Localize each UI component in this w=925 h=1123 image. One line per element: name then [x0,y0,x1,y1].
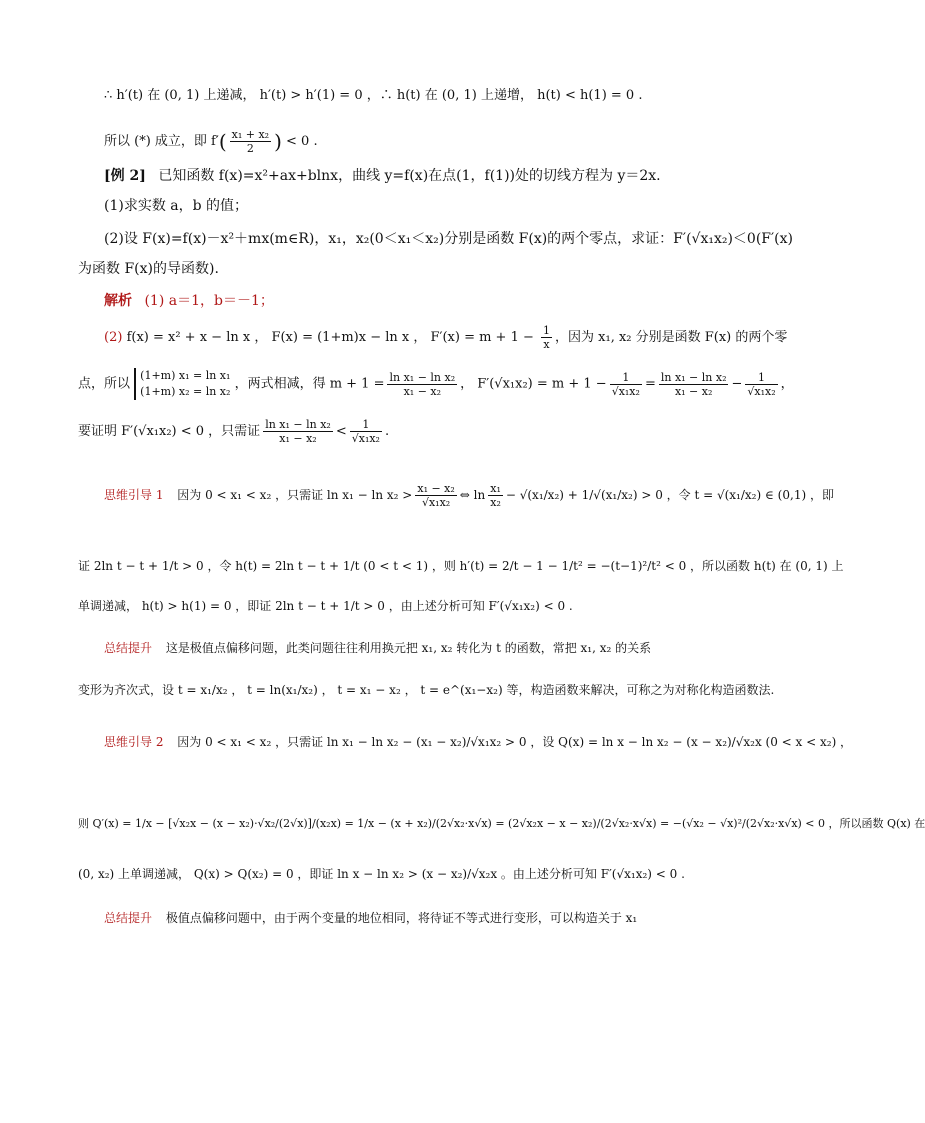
solution-tag: 解析 [104,293,132,309]
question-1: (1)求实数 a，b 的值； [104,198,249,214]
summary-1a: 总结提升 这是极值点偏移问题，此类问题往往利用换元把 x₁, x₂ 转化为 t 的函数，常把 x₁, x₂ 的关系 [104,641,652,655]
example-text: 已知函数 f(x)=x²+ax+blnx，曲线 y=f(x)在点(1，f(1))处的切线方程为 y＝2x. [158,168,661,184]
solution-2b: 点，所以 (1+m) x₁ = ln x₁ (1+m) x₂ = ln x₂ ，两式相减，得 m + 1 = $\frac{\text{ln x₁ − ln x₂}}{\text{x₁ − x₂}}$ ， F′(√x₁x₂) = m + 1 − $\frac{1}{\text{√x₁x₂}}$ = $\frac{\text{ln x₁ − ln x₂}}{\text{x₁ − x₂}}$ − $\frac{1}{\text{√x₁x₂}}$ ， [78,369,794,398]
example-statement [104,166,661,186]
thinking-1c: 单调递减， h(t) > h(1) = 0 ，即证 2ln t − t + 1/t > 0 ，由上述分析可知 F′(√x₁x₂) < 0 . [78,599,573,613]
summary-1-tag: 总结提升 [104,641,153,655]
thinking-2a: 思维引导 2 因为 0 < x₁ < x₂ ，只需证 ln x₁ − ln x₂ − (x₁ − x₂)/√x₁x₂ > 0 ，设 Q(x) = ln x − ln x₂ − (x − x₂)/√x₂x (0 < x < x₂) ， [104,735,853,749]
solution-2c: 要证明 F′(√x₁x₂) < 0 ，只需证 $\frac{\text{ln x₁ − ln x₂}}{\text{x₁ − x₂}}$ < $\frac{1}{\text{√x₁x₂}}$ . [78,418,390,445]
summary-1b: 变形为齐次式，设 t = x₁/x₂ ， t = ln(x₁/x₂) ， t = x₁ − x₂ ， t = e^(x₁−x₂) 等，构造函数来解决，可称之为对称化构造函数法. [78,683,775,697]
thinking-2c: (0, x₂) 上单调递减， Q(x) > Q(x₂) = 0 ，即证 ln x − ln x₂ > (x − x₂)/√x₂x 。由上述分析可知 F′(√x₁x₂) < 0 . [78,867,685,881]
thinking-2b: 则 Q′(x) = 1/x − [√x₂x − (x − x₂)·√x₂/(2√x)]/(x₂x) = 1/x − (x + x₂)/(2√x₂·x√x) = (2√x₂x − x − x₂)/(2√x₂·x√x) = −(√x₂ − √x)²/(2√x₂·x√x) < 0 ，所以函数 Q(x) 在 [78,817,925,830]
line-2: 所以 (*) 成立，即 f′( $\frac{\text{x₁ + x₂}}{2}$ ) < 0 . [104,128,318,155]
thinking-1b: 证 2ln t − t + 1/t > 0 ，令 h(t) = 2ln t − t + 1/t (0 < t < 1) ，则 h′(t) = 2/t − 1 − 1/t² = −(t−1)²/t² < 0 ，所以函数 h(t) 在 (0, 1) 上 [78,559,844,573]
equation-system: (1+m) x₁ = ln x₁ (1+m) x₂ = ln x₂ [134,368,230,400]
summary-2-tag: 总结提升 [104,911,153,925]
summary-2a: 总结提升 极值点偏移问题中，由于两个变量的地位相同，将待证不等式进行变形，可以构造关于 x₁ [104,911,638,925]
line-1: ∴ h′(t) 在 (0, 1) 上递减， h′(t) > h′(1) = 0 ，∴ h(t) 在 (0, 1) 上递增， h(t) < h(1) = 0 . [104,88,643,103]
solution-1-text: (1) a＝1，b＝－1； [144,293,274,309]
l2-pre: 所以 (*) 成立，即 f′ [104,134,219,149]
solution-2a: (2) f(x) = x² + x − ln x ， F(x) = (1+m)x − ln x ， F′(x) = m + 1 − $\frac{1}{x}$ ，因为 x₁, x₂ 分别是函数 F(x) 的两个零 [104,324,788,351]
example-tag: [例 2] [104,168,146,184]
thinking-1a: 思维引导 1 因为 0 < x₁ < x₂ ，只需证 ln x₁ − ln x₂ > $\frac{\text{x₁ − x₂}}{\text{√x₁x₂}}$ ⇔ ln $\frac{\text{x₁}}{\text{x₂}}$ − √(x₁/x₂) + 1/√(x₁/x₂) > 0 ，令 t = √(x₁/x₂) ∈ (0,1) ，即 [104,482,834,509]
solution-1 [104,291,274,311]
thinking-1-tag: 思维引导 1 [104,488,164,502]
question-2a: (2)设 F(x)=f(x)－x²＋mx(m∈R)，x₁，x₂(0＜x₁＜x₂)分别是函数 F(x)的两个零点，求证：F′(√x₁x₂)＜0(F′(x) [104,231,794,247]
l2-fraction: $\frac{\text{x₁ + x₂}}{2}$ [231,128,270,155]
thinking-2-tag: 思维引导 2 [104,735,164,749]
question-2b: 为函数 F(x)的导函数). [78,261,219,277]
